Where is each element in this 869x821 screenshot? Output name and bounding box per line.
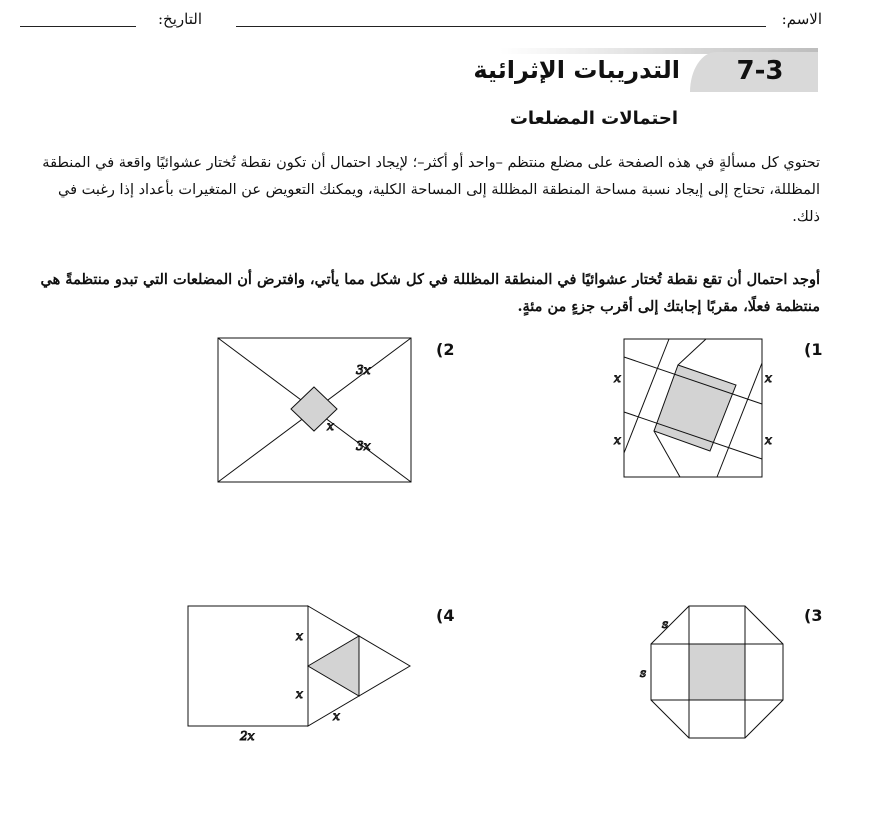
problem-2-number: (2 (436, 340, 455, 359)
lesson-subtitle: احتمالات المضلعات (509, 108, 678, 129)
name-label: الاسم: (781, 10, 822, 28)
fig1-line (624, 339, 669, 453)
fig3-label: s (640, 666, 647, 680)
fig1-label: x (765, 433, 772, 447)
lesson-title: التدريبات الإثرائية (473, 56, 680, 84)
fig3-label: s (662, 617, 669, 631)
figure-2 (218, 338, 411, 482)
figure-4 (188, 606, 410, 743)
intro-paragraph: تحتوي كل مسألةٍ في هذه الصفحة على مضلع منتظم –واحد أو أكثر–؛ لإيجاد احتمال أن تكون نقطة تُختار عشوائيًا واقعة في المنطقة المظللة، تحتاج إلى إيجاد نسبة مساحة المنطقة المظللة إلى المساحة الكلية، ويمكنك التعويض عن المتغيرات بأعداد إذا رغبت في ذلك. (42, 155, 820, 225)
fig2-label: 3x (356, 363, 371, 377)
fig2-label: x (327, 419, 334, 433)
fig4-label: x (296, 687, 303, 701)
fig1-line (678, 339, 706, 365)
problem-4-number: (4 (436, 606, 455, 625)
fig4-label: 2x (240, 729, 255, 743)
fig4-square (188, 606, 308, 726)
problem-1-number: (1 (804, 340, 823, 359)
instruction-paragraph: أوجد احتمال أن تقع نقطة تُختار عشوائيًا في المنطقة المظللة في كل شكل مما يأتي، وافترض أن المضلعات التي تبدو منتظمةً هي منتظمة فعلًا، مقربًا إجابتك إلى أقرب جزءٍ من مئةٍ. (40, 271, 820, 315)
fig4-label: x (333, 709, 340, 723)
fig4-label: x (296, 629, 303, 643)
lesson-number: 7-3 (736, 56, 784, 86)
fig1-label: x (614, 371, 621, 385)
fig1-line (717, 363, 762, 477)
problem-3-number: (3 (804, 606, 823, 625)
fig1-label: x (614, 433, 621, 447)
fig3-shaded-square (689, 644, 745, 700)
fig1-label: x (765, 371, 772, 385)
figure-1 (614, 339, 772, 477)
fig1-shaded-square (654, 365, 736, 451)
figure-3 (640, 606, 783, 738)
fig4-shaded-triangle (308, 636, 359, 696)
date-label: التاريخ: (158, 10, 202, 28)
fig2-label: 3x (356, 439, 371, 453)
